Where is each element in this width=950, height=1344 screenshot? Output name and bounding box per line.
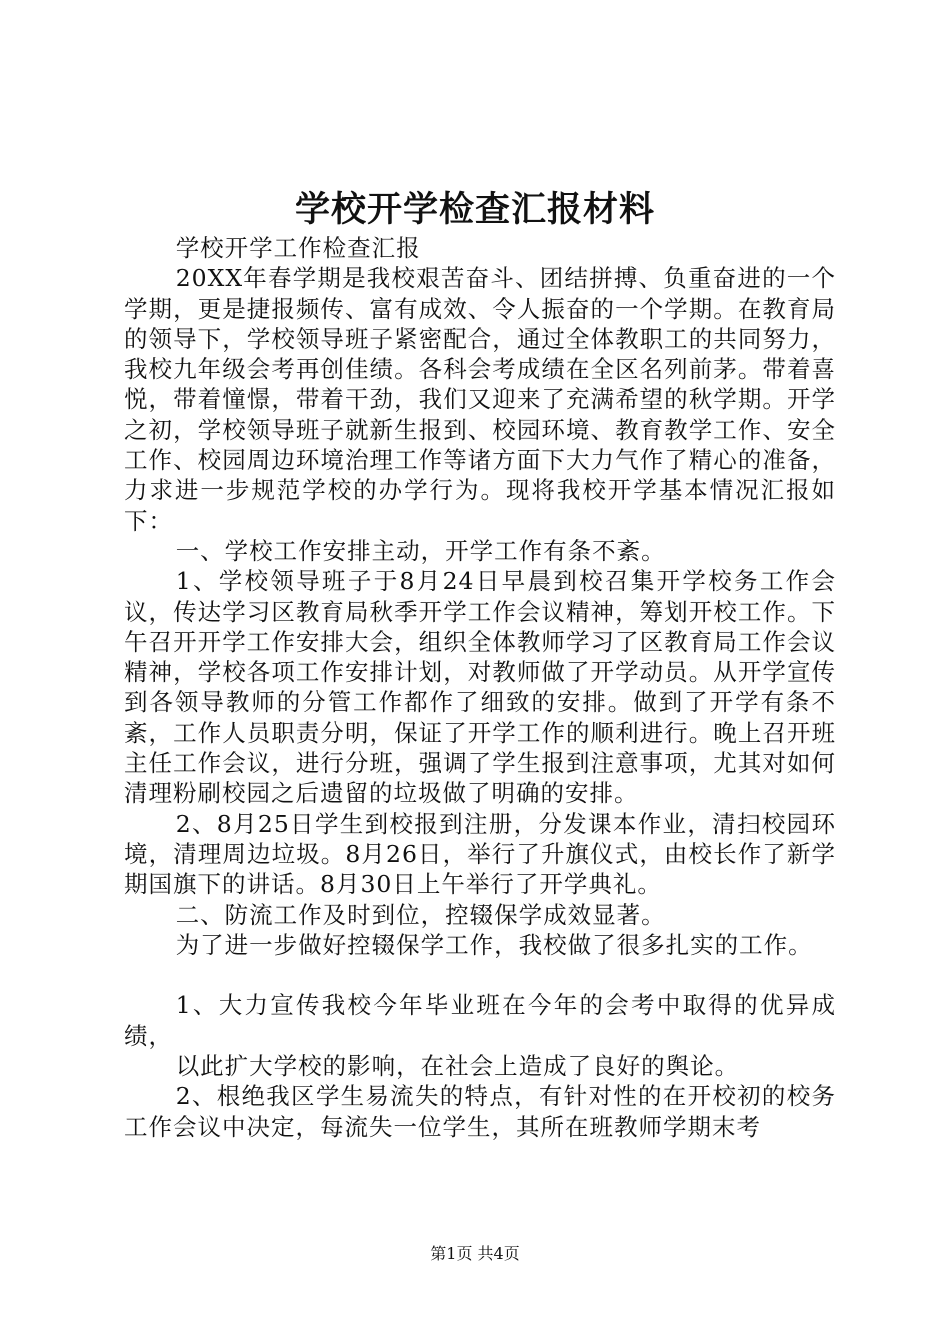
body-paragraph: 以此扩大学校的影响，在社会上造成了良好的舆论。 — [175, 1052, 740, 1081]
section-heading-1: 一、学校工作安排主动，开学工作有条不紊。 — [175, 536, 666, 565]
body-paragraph: 为了进一步做好控辍保学工作，我校做了很多扎实的工作。 — [175, 930, 813, 959]
blank-line — [124, 960, 836, 990]
body-paragraph: 1、学校领导班子于8月24日早晨到校召集开学校务工作会议，传达学习区教育局秋季开学工作会议精神，筹划开校工作。下午召开开学工作安排大会，组织全体教师学习了区教育局工作会议精神，学校各项工作安排计划，对教师做了开学动员。从开学宣传到各领导教师的分管工作都作了细致的安排。做到了开学有条不紊，工作人员职责分明，保证了开学工作的顺利进行。晚上召开班主任工作会议，进行分班，强调了学生报到注意事项，尤其对如何清理粉刷校园之后遗留的垃圾做了明确的安排。 — [124, 567, 836, 808]
intro-paragraph: 20XX年春学期是我校艰苦奋斗、团结拼搏、负重奋进的一个学期，更是捷报频传、富有成效、令人振奋的一个学期。在教育局的领导下，学校领导班子紧密配合，通过全体教职工的共同努力，我校九年级会考再创佳绩。各科会考成绩在全区名列前茅。带着喜悦，带着憧憬，带着干劲，我们又迎来了充满希望的秋学期。开学之初，学校领导班子就新生报到、校园环境、教育教学工作、安全工作、校园周边环境治理工作等诸方面下大力气作了精心的准备，力求进一步规范学校的办学行为。现将我校开学基本情况汇报如下： — [124, 264, 836, 535]
section-heading-2: 二、防流工作及时到位，控辍保学成效显著。 — [175, 900, 666, 929]
document-title: 学校开学检查汇报材料 — [294, 189, 655, 230]
body-paragraph: 2、根绝我区学生易流失的特点，有针对性的在开校初的校务工作会议中决定，每流失一位学生，其所在班教师学期末考 — [124, 1082, 836, 1141]
document-body — [124, 233, 836, 1142]
body-paragraph: 1、大力宣传我校今年毕业班在今年的会考中取得的优异成绩， — [124, 991, 836, 1050]
body-paragraph: 2、8月25日学生到校报到注册，分发课本作业，清扫校园环境，清理周边垃圾。8月26日，举行了升旗仪式，由校长作了新学期国旗下的讲话。8月30日上午举行了开学典礼。 — [124, 809, 836, 899]
subtitle-paragraph: 学校开学工作检查汇报 — [175, 234, 421, 262]
page-footer: 第1页 共4页 — [430, 1244, 520, 1263]
